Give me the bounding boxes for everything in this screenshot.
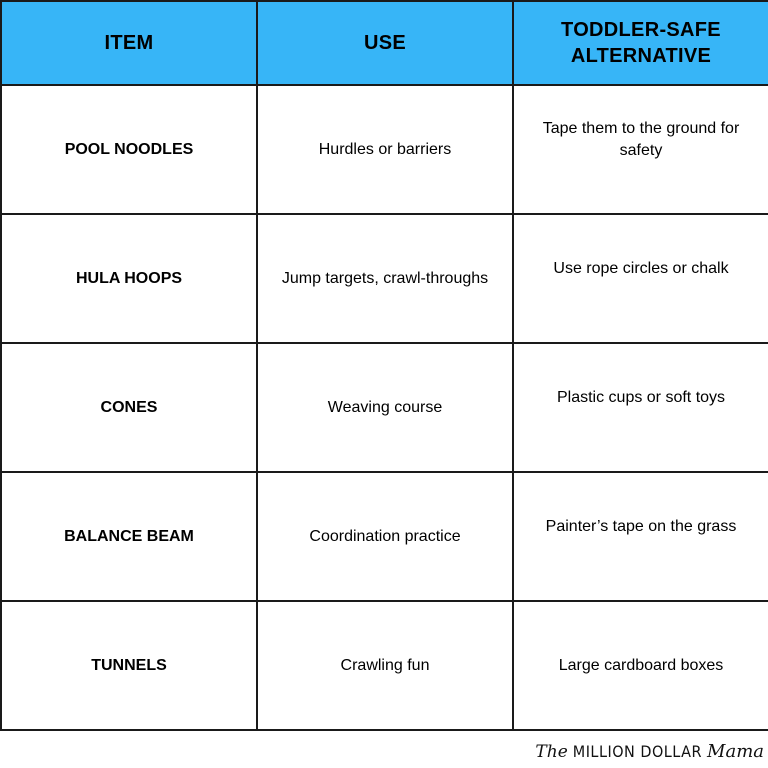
- brand-end: Mama: [707, 741, 764, 762]
- brand-middle: MILLION DOLLAR: [572, 742, 703, 761]
- cell-use: Coordination practice: [257, 472, 513, 601]
- alternative-text: Plastic cups or soft toys: [556, 388, 726, 406]
- header-use: USE: [257, 1, 513, 85]
- brand-the: The: [535, 742, 568, 762]
- cell-item: CONES: [1, 343, 257, 472]
- table-row: [1, 85, 768, 214]
- cell-alternative: [513, 601, 768, 730]
- cell-use: Crawling fun: [257, 601, 513, 730]
- table-row: [1, 343, 768, 472]
- alternative-text: Painter’s tape on the grass: [545, 517, 737, 535]
- cell-item: HULA HOOPS: [1, 214, 257, 343]
- brand-logo: [535, 741, 764, 762]
- table-row: [1, 214, 768, 343]
- cell-item: BALANCE BEAM: [1, 472, 257, 601]
- table-row: [1, 472, 768, 601]
- cell-alternative: [513, 85, 768, 214]
- table-row: [1, 601, 768, 730]
- alternative-text: Large cardboard boxes: [558, 656, 724, 674]
- cell-alternative: [513, 343, 768, 472]
- cell-item: TUNNELS: [1, 601, 257, 730]
- alternative-text: Tape them to the ground for safety: [542, 119, 740, 159]
- cell-use: Weaving course: [257, 343, 513, 472]
- cell-item: POOL NOODLES: [1, 85, 257, 214]
- cell-alternative: [513, 472, 768, 601]
- cell-alternative: [513, 214, 768, 343]
- cell-use: Hurdles or barriers: [257, 85, 513, 214]
- cell-use: Jump targets, crawl-throughs: [257, 214, 513, 343]
- header-item: ITEM: [1, 1, 257, 85]
- table-header-row: [1, 1, 768, 85]
- alternative-text: Use rope circles or chalk: [553, 259, 729, 277]
- header-alternative: TODDLER-SAFE ALTERNATIVE: [513, 1, 768, 85]
